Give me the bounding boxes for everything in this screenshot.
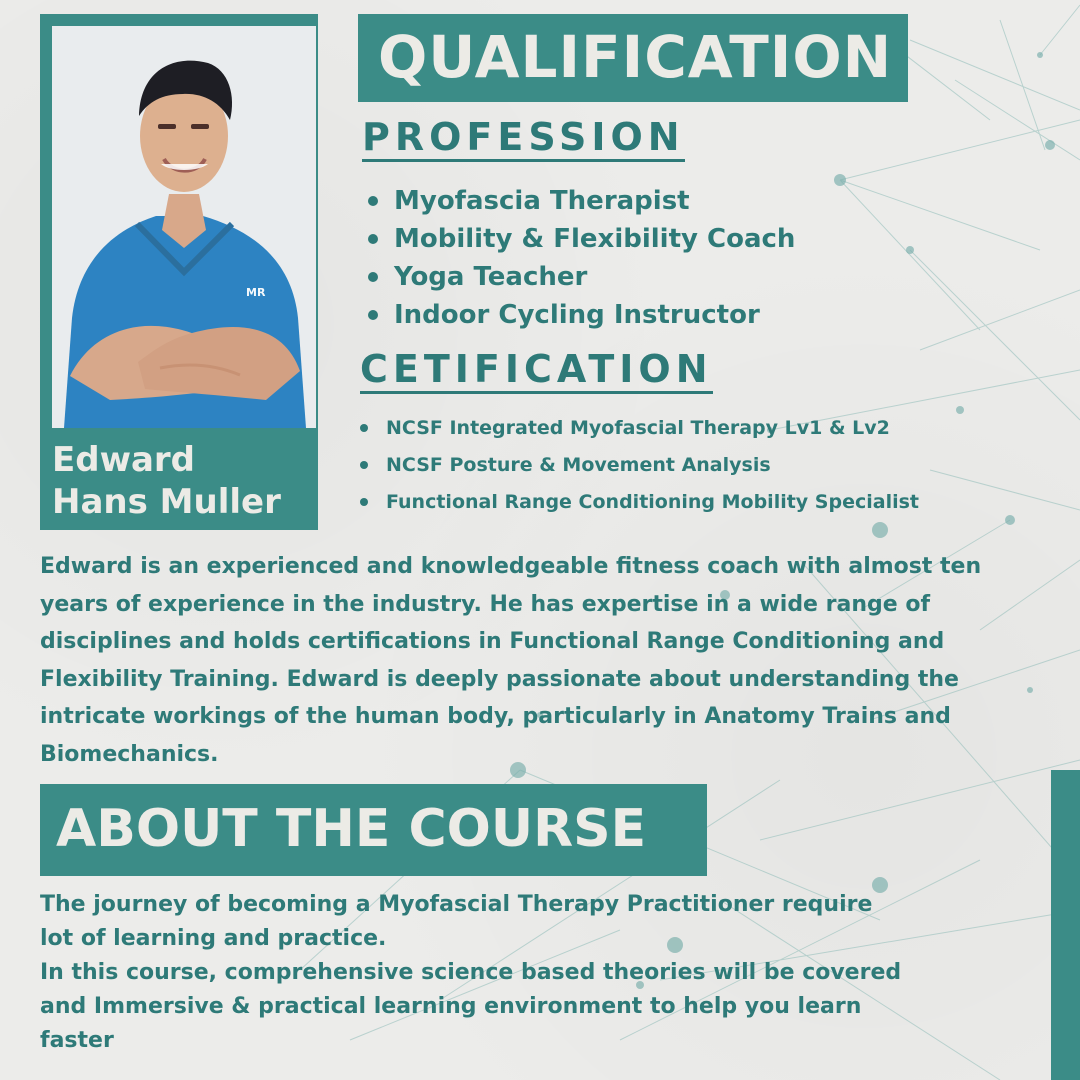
certification-list: [356, 410, 919, 521]
qualification-banner: [358, 14, 908, 102]
shirt-logo: MR: [246, 286, 266, 299]
about-course-title: ABOUT THE COURSE: [56, 799, 647, 859]
course-line: faster: [40, 1028, 114, 1053]
profession-item: Yoga Teacher: [364, 258, 795, 296]
profession-item: Myofascia Therapist: [364, 182, 795, 220]
course-description: [40, 888, 1040, 1058]
bio-line: Edward is an experienced and knowledgeable fitness coach with almost ten: [40, 554, 982, 579]
bio-line: Flexibility Training. Edward is deeply passionate about understanding the: [40, 666, 959, 692]
coach-name: [52, 436, 316, 526]
profession-heading: PROFESSION: [362, 116, 685, 162]
coach-last-name: Hans Muller: [52, 482, 281, 522]
course-line: lot of learning and practice.: [40, 926, 387, 951]
coach-bio: [40, 548, 1050, 773]
decorative-side-bar: [1051, 770, 1080, 1080]
profile-photo: [52, 26, 316, 428]
certification-item: NCSF Posture & Movement Analysis: [356, 447, 919, 484]
profession-item: Mobility & Flexibility Coach: [364, 220, 795, 258]
course-line: In this course, comprehensive science based theories will be covered: [40, 960, 902, 985]
certification-item: NCSF Integrated Myofascial Therapy Lv1 & Lv2: [356, 410, 919, 447]
bio-line: Biomechanics.: [40, 741, 219, 767]
qualification-title: QUALIFICATION: [378, 23, 893, 91]
certification-heading: CETIFICATION: [360, 348, 713, 394]
bio-line: disciplines and holds certifications in Functional Range Conditioning and: [40, 629, 945, 654]
about-course-banner: [40, 784, 707, 876]
bio-line: years of experience in the industry. He has expertise in a wide range of: [40, 591, 931, 617]
coach-portrait-illustration: [52, 26, 316, 428]
course-line: and Immersive & practical learning environment to help you learn: [40, 994, 862, 1019]
coach-first-name: Edward: [52, 440, 196, 480]
profession-item: Indoor Cycling Instructor: [364, 296, 795, 334]
bio-line: intricate workings of the human body, particularly in Anatomy Trains and: [40, 704, 951, 729]
certification-item: Functional Range Conditioning Mobility Specialist: [356, 484, 919, 521]
course-line: The journey of becoming a Myofascial Therapy Practitioner require: [40, 892, 873, 917]
profession-list: [364, 182, 795, 334]
